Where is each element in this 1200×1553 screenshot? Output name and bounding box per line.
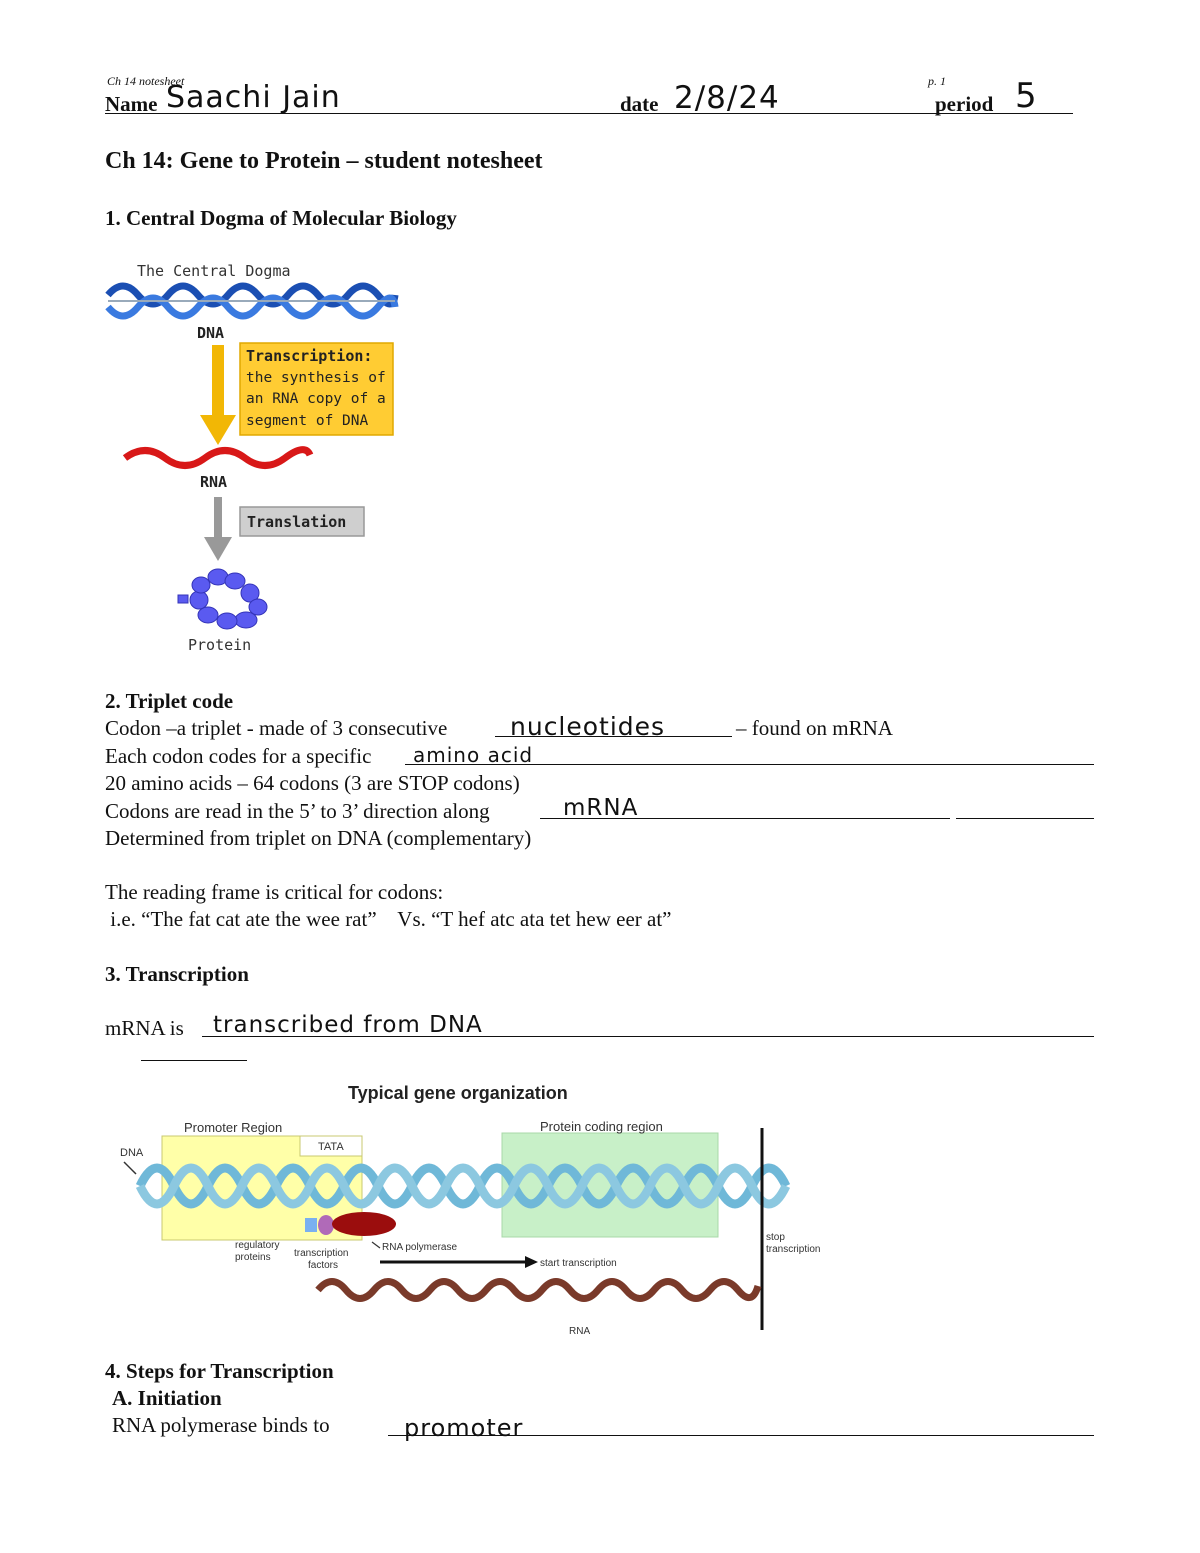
section2-heading: 2. Triplet code	[105, 689, 234, 713]
polymerase-pointer	[372, 1242, 380, 1248]
codon-line	[105, 716, 447, 741]
header-rule	[105, 113, 1073, 114]
protein-label: Protein	[188, 636, 252, 654]
transcription-arrow	[200, 345, 236, 445]
translation-label: Translation	[247, 513, 347, 531]
gene-organization-figure	[110, 1078, 850, 1348]
mrna-answer: transcribed from DNA	[213, 1012, 483, 1038]
start-label: start transcription	[540, 1258, 617, 1269]
determined-line: Determined from triplet on DNA (complementary)	[105, 826, 532, 850]
specific-blank	[405, 764, 1094, 765]
gene-rna-label: RNA	[569, 1326, 591, 1337]
reading-frame-line: The reading frame is critical for codons:	[105, 880, 444, 904]
read-blank-2	[956, 818, 1094, 819]
amino-line: 20 amino acids – 64 codons (3 are STOP codons)	[105, 771, 520, 795]
codon-answer: nucleotides	[510, 712, 666, 741]
promoter-label: Promoter Region	[184, 1120, 283, 1135]
dna-helix	[108, 286, 395, 316]
regulatory-label-2: proteins	[235, 1252, 271, 1263]
section1-heading: 1. Central Dogma of Molecular Biology	[105, 206, 457, 230]
period-value: 5	[1015, 76, 1038, 116]
central-dogma-figure	[100, 255, 410, 665]
transcription-line-2: an RNA copy of a	[246, 391, 386, 407]
binds-answer: promoter	[404, 1414, 524, 1442]
codon-prefix: Codon –a triplet - made of 3 consecutive	[105, 716, 448, 740]
dna-label: DNA	[197, 324, 225, 342]
gene-dna-label: DNA	[120, 1147, 144, 1159]
section4-heading: 4. Steps for Transcription	[105, 1359, 334, 1383]
gene-organization-svg	[110, 1078, 850, 1348]
page-number: p. 1	[928, 74, 946, 88]
tata-label: TATA	[318, 1141, 344, 1153]
coding-label: Protein coding region	[540, 1119, 663, 1134]
page-title: Ch 14: Gene to Protein – student notesheet	[105, 148, 543, 174]
read-prefix: Codons are read in the 5’ to 3’ direction along	[105, 799, 490, 823]
read-answer: mRNA	[563, 795, 639, 821]
mrna-prefix: mRNA is	[105, 1016, 184, 1040]
date-label: date	[620, 92, 659, 116]
regulatory-label-1: regulatory	[235, 1240, 280, 1251]
codon-suffix: – found on mRNA	[736, 716, 893, 740]
section3-title: . Transcription	[115, 962, 249, 986]
transcription-title: Transcription:	[246, 347, 373, 365]
rna-polymerase	[332, 1212, 396, 1236]
header-small-title: Ch 14 notesheet	[107, 74, 185, 88]
codon-blank	[495, 736, 732, 737]
transcription-factor	[318, 1215, 334, 1235]
regulatory-protein	[305, 1218, 317, 1232]
period-label: period	[935, 92, 994, 116]
read-blank-1	[540, 818, 950, 819]
date-value: 2/8/24	[674, 80, 780, 116]
transcription-line-1: the synthesis of	[246, 370, 386, 386]
section3-number: 3	[105, 962, 116, 986]
gene-rna-strand	[318, 1282, 758, 1299]
polymerase-label: RNA polymerase	[382, 1242, 458, 1253]
name-value: Saachi Jain	[166, 80, 341, 115]
binds-prefix: RNA polymerase binds to	[112, 1413, 330, 1437]
stop-label-2: transcription	[766, 1244, 821, 1255]
translation-arrow	[204, 497, 232, 561]
specific-prefix: Each codon codes for a specific	[105, 744, 372, 768]
section3-heading	[105, 962, 249, 987]
transcription-line-3: segment of DNA	[246, 413, 369, 429]
stop-label-1: stop	[766, 1232, 785, 1243]
specific-answer: amino acid	[413, 743, 534, 767]
start-arrowhead	[525, 1256, 538, 1268]
gene-figure-title: Typical gene organization	[348, 1083, 568, 1103]
factors-label-1: transcription	[294, 1248, 349, 1259]
dna-pointer	[124, 1162, 136, 1174]
initiation-heading: A. Initiation	[112, 1386, 222, 1410]
rna-label: RNA	[200, 473, 228, 491]
factors-label-2: factors	[308, 1260, 339, 1271]
binds-blank	[388, 1435, 1094, 1436]
central-dogma-svg	[100, 255, 410, 665]
rna-strand	[125, 450, 310, 466]
mrna-blank-continued	[141, 1060, 247, 1061]
example-line: i.e. “The fat cat ate the wee rat” Vs. “T hef atc ata tet hew eer at”	[105, 907, 672, 931]
protein-icon	[178, 569, 267, 629]
dogma-title: The Central Dogma	[137, 262, 291, 280]
mrna-blank	[202, 1036, 1094, 1037]
name-label: Name	[105, 92, 158, 116]
